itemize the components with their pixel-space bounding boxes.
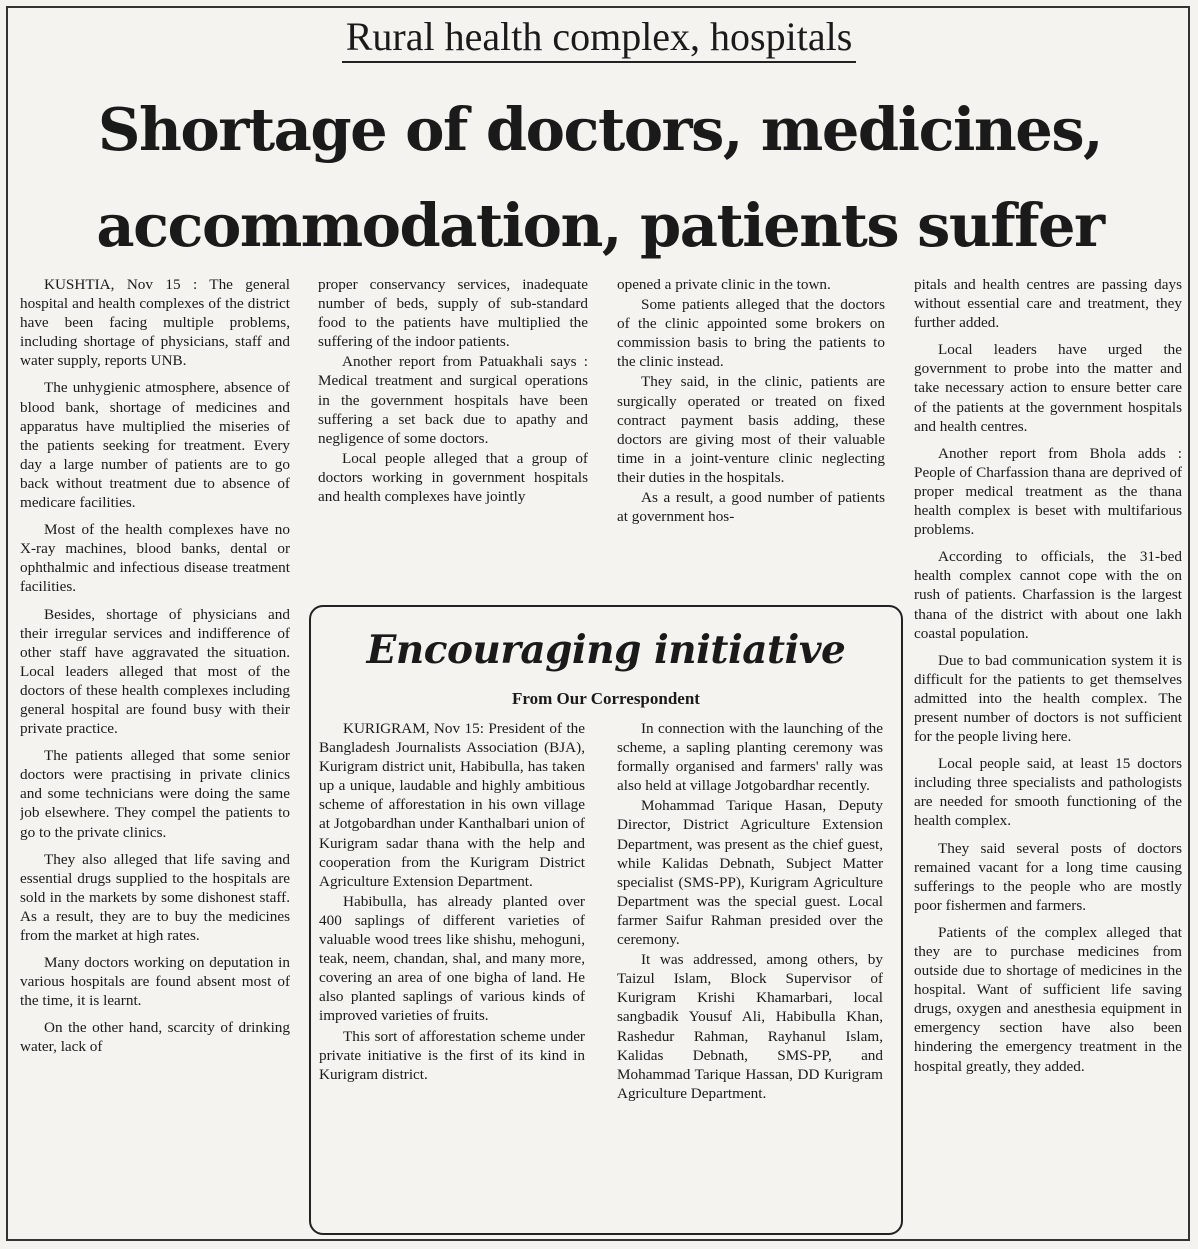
paragraph: They said, in the clinic, patients are surgically operated or treated on fixed contract payment basis adding, these doctors are giving most of their valuable time in a joint-venture clinic neglecting their duties in the hospitals.: [617, 373, 885, 486]
paragraph: Some patients alleged that the doctors of the clinic appointed some brokers on commission basis to bring the patients to the clinic instead.: [617, 296, 885, 371]
paragraph: Most of the health complexes have no X-ray machines, blood banks, dental or ophthalmic and infectious disease treatment facilities.: [20, 521, 290, 596]
main-story-column-1: [20, 275, 290, 1243]
paragraph: KUSHTIA, Nov 15 : The general hospital and health complexes of the district have been facing multiple problems, including shortage of physicians, staff and water supply, reports UNB.: [20, 276, 290, 370]
paragraph: Another report from Patuakhali says : Medical treatment and surgical operations in the government hospitals have been suffering a set back due to apathy and negligence of some doctors.: [318, 353, 588, 447]
sidebar-byline: From Our Correspondent: [512, 689, 700, 708]
kicker: [0, 14, 1198, 60]
paragraph: As a result, a good number of patients at government hos-: [617, 489, 885, 526]
paragraph: They also alleged that life saving and essential drugs supplied to the hospitals are sold in the markets by some dishonest staff. As a result, they are to buy the medicines from the market at high rates.: [20, 850, 290, 944]
paragraph: In connection with the launching of the scheme, a sapling planting ceremony was formally organised and farmers' rally was also held at village Jotgobardhar recently.: [617, 720, 883, 795]
headline-line-1: Shortage of doctors, medicines,: [97, 95, 1103, 164]
paragraph: Mohammad Tarique Hasan, Deputy Director, District Agriculture Extension Department, was present as the chief guest, while Kalidas Debnath, Subject Matter specialist (SMS-PP), Kurigram Agriculture Department was the special guest. Local farmer Saifur Rahman presided over the ceremony.: [617, 797, 883, 949]
paragraph: According to officials, the 31-bed health complex cannot cope with the on rush of patients. Charfassion is the largest thana of the district with about one lakh coastal population.: [914, 548, 1182, 642]
sidebar-title: Encouraging initiative: [366, 627, 846, 673]
paragraph: Habibulla, has already planted over 400 saplings of different varieties of valuable wood trees like shishu, mehoguni, teak, neem, chandan, shal, and many more, covering an area of one bigha of land. He also planted saplings of various kinds of improved varieties of fruits.: [319, 892, 585, 1025]
paragraph: Local people said, at least 15 doctors including three specialists and pathologists are needed for smooth functioning of the health complex.: [914, 755, 1182, 830]
paragraph: opened a private clinic in the town.: [617, 276, 831, 293]
headline-line-2: accommodation, patients suffer: [96, 191, 1104, 260]
headline: [20, 82, 1180, 274]
paragraph: They said several posts of doctors remained vacant for a long time causing sufferings to the people who are mostly poor fishermen and farmers.: [914, 839, 1182, 914]
paragraph: The unhygienic atmosphere, absence of blood bank, shortage of medicines and apparatus have multiplied the miseries of the patients seeking for treatment. Every day a large number of patients are to go back without treatment due to absence of medicare facilities.: [20, 379, 290, 512]
paragraph: Patients of the complex alleged that they are to purchase medicines from outside due to shortage of medicines in the hospital. Want of sufficient life saving drugs, oxygen and anesthesia equipment in emergency section have also been hindering the emergency treatment in the hospital greatly, they added.: [914, 923, 1182, 1075]
paragraph: Local people alleged that a group of doctors working in government hospitals and health complexes have jointly: [318, 449, 588, 506]
paragraph: The patients alleged that some senior doctors were practising in private clinics and some technicians were doing the same job elsewhere. They compel the patients to go to the private clinics.: [20, 747, 290, 841]
kicker-text: Rural health complex, hospitals: [342, 14, 857, 63]
paragraph: Due to bad communication system it is difficult for the patients to get themselves admitted into the health complex. The present number of doctors is not sufficient for the people living here.: [914, 651, 1182, 746]
paragraph: This sort of afforestation scheme under private initiative is the first of its kind in Kurigram district.: [319, 1027, 585, 1083]
paragraph: pitals and health centres are passing days without essential care and treatment, they further added.: [914, 276, 1182, 332]
paragraph: Another report from Bhola adds : People of Charfassion thana are deprived of proper medical treatment as the thana health complex is beset with multifarious problems.: [914, 444, 1182, 539]
paragraph: KURIGRAM, Nov 15: President of the Bangladesh Journalists Association (BJA), Kurigram district unit, Habibulla, has taken up a unique, laudable and highly ambitious scheme of afforestation in his own village at Jotgobardhan under Kanthalbari union of Kurigram sadar thana with the help and cooperation from the Kurigram District Agriculture Extension Department.: [319, 720, 585, 890]
paragraph: It was addressed, among others, by Taizul Islam, Block Supervisor of Kurigram Krishi Khamarbari, local sangbadik Yousuf Ali, Habibulla Khan, Rashedur Rahman, Rayhanul Islam, Kalidas Debnath, SMS-PP, and Mohammad Tarique Hassan, DD Kurigram Agriculture Department.: [617, 951, 883, 1102]
paragraph: Many doctors working on deputation in various hospitals are found absent most of the time, it is learnt.: [20, 954, 290, 1010]
paragraph: proper conservancy services, inadequate number of beds, supply of sub-standard food to the patients have multiplied the suffering of the indoor patients.: [318, 276, 588, 351]
main-story-column-3: [617, 275, 885, 601]
main-story-column-2: [318, 275, 588, 601]
main-story-column-4: [914, 275, 1182, 1243]
paragraph: Besides, shortage of physicians and their irregular services and indifference of other staff have aggravated the situation. Local leaders alleged that most of the doctors of these health complexes including general hospital are found busy with their private practice.: [20, 605, 290, 738]
paragraph: Local leaders have urged the government to probe into the matter and take necessary action to ensure better care of the patients at the government hospitals and health centres.: [914, 341, 1182, 435]
paragraph: On the other hand, scarcity of drinking water, lack of: [20, 1019, 290, 1056]
sidebar-column-1: [319, 719, 585, 1231]
sidebar-column-2: [617, 719, 883, 1231]
